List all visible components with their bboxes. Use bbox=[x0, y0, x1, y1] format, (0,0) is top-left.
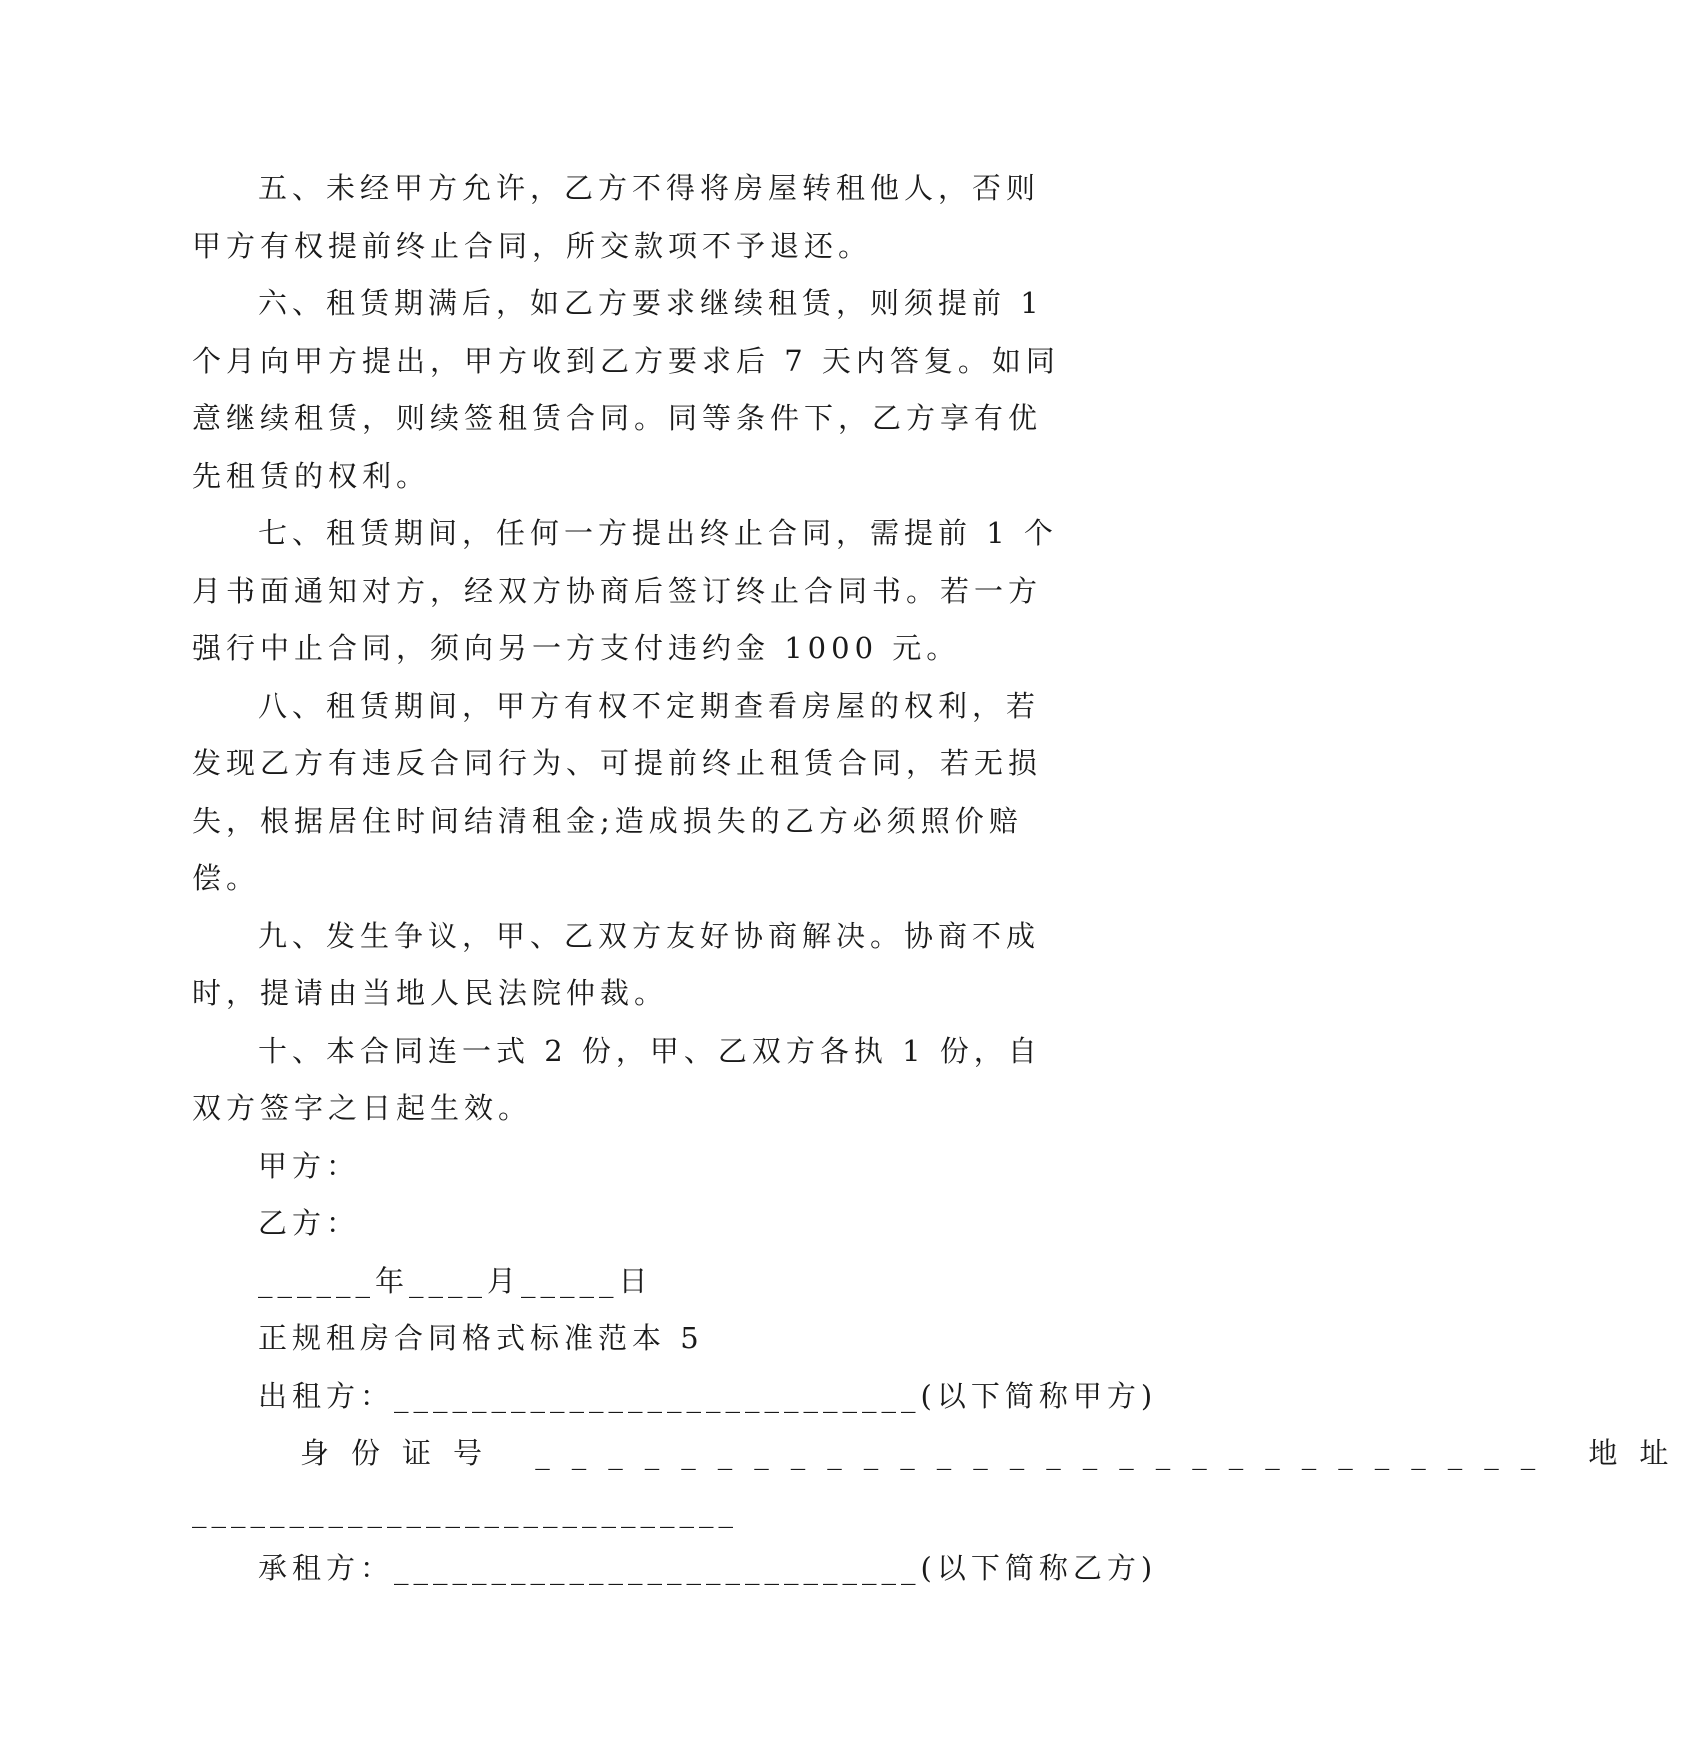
clause-7: 七、租赁期间，任何一方提出终止合同，需提前 1 个月书面通知对方，经双方协商后签订终止合同书。若一方强行中止合同，须向另一方支付违约金 1000 元。 bbox=[192, 516, 1058, 665]
clause-5: 五、未经甲方允许，乙方不得将房屋转租他人，否则甲方有权提前终止合同，所交款项不予退还。 bbox=[192, 171, 1041, 263]
lessee-line: 承租方：___________________________(以下简称乙方) bbox=[258, 1551, 1158, 1585]
address-blank-line: ____________________________ bbox=[192, 1493, 738, 1528]
lessor-line: 出租方：___________________________(以下简称甲方) bbox=[258, 1378, 1158, 1413]
date-line: ______年____月_____日 bbox=[258, 1263, 653, 1298]
id-number-line: 身份证号 ____________________________ 地址 bbox=[300, 1436, 1690, 1470]
party-b-signature: 乙方： bbox=[258, 1206, 361, 1240]
document-body bbox=[192, 160, 1690, 1598]
party-a-signature: 甲方： bbox=[258, 1148, 361, 1183]
clause-6: 六、租赁期满后，如乙方要求继续租赁，则须提前 1 个月向甲方提出，甲方收到乙方要求后 7 天内答复。如同意继续租赁，则续签租赁合同。同等条件下，乙方享有优先租赁的权利。 bbox=[192, 286, 1060, 493]
clause-9: 九、发生争议，甲、乙双方友好协商解决。协商不成时，提请由当地人民法院仲裁。 bbox=[192, 918, 1041, 1010]
template-title: 正规租房合同格式标准范本 5 bbox=[258, 1321, 704, 1355]
clause-10: 十、本合同连一式 2 份，甲、乙双方各执 1 份，自双方签字之日起生效。 bbox=[192, 1033, 1042, 1125]
clause-8: 八、租赁期间，甲方有权不定期查看房屋的权利，若发现乙方有违反合同行为、可提前终止租赁合同，若无损失，根据居住时间结清租金;造成损失的乙方必须照价赔偿。 bbox=[192, 688, 1043, 895]
